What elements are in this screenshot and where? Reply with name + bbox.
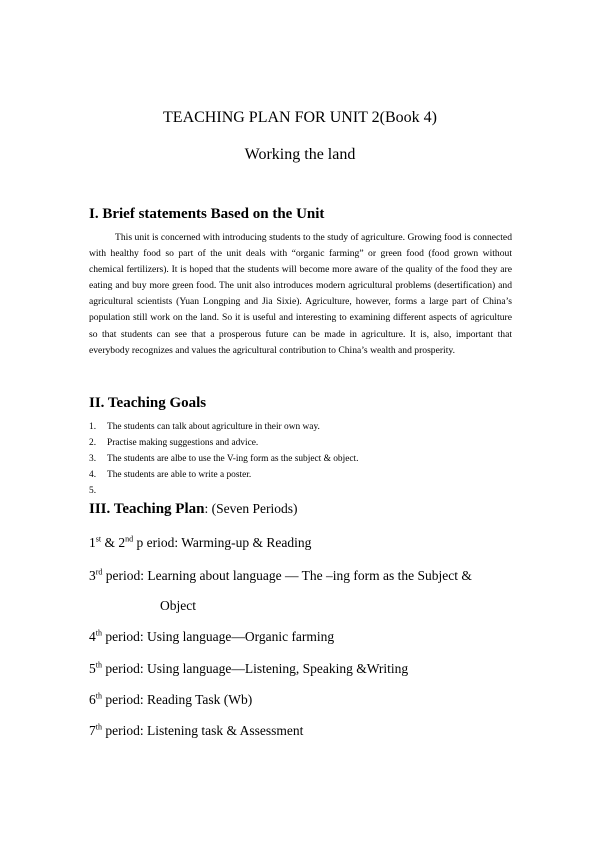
period-joiner: & 2 (101, 535, 126, 550)
period-ordinal-suffix: th (95, 628, 102, 638)
list-item-text: Practise making suggestions and advice. (107, 438, 259, 448)
document-title: TEACHING PLAN FOR UNIT 2(Book 4) (163, 109, 437, 126)
period-7 (89, 722, 303, 740)
period-6 (89, 691, 252, 709)
list-item-number: 5. (89, 486, 97, 496)
period-ordinal-suffix: th (95, 722, 102, 732)
period-ordinal-suffix: rd (95, 567, 103, 577)
list-item-number: 3. (89, 454, 97, 464)
period-text: p eriod: Warming-up & Reading (133, 535, 312, 550)
list-item (89, 419, 359, 435)
period-1 (89, 534, 311, 552)
teaching-plan-heading-text: III. Teaching Plan (89, 501, 205, 517)
list-item (89, 435, 359, 451)
section-heading-teaching-plan (89, 500, 297, 518)
list-item-text: The students can talk about agriculture in their own way. (107, 422, 320, 432)
list-item-number: 4. (89, 470, 97, 480)
period-text: period: Reading Task (Wb) (101, 692, 253, 707)
period-text: period: Listening task & Assessment (101, 723, 304, 738)
period-ordinal-suffix: th (95, 691, 102, 701)
period-number: 1 (89, 535, 96, 550)
section-heading-brief-statements: I. Brief statements Based on the Unit (89, 206, 325, 222)
period-ordinal-suffix-2: nd (125, 534, 134, 544)
brief-statement-paragraph: This unit is concerned with introducing students to the study of agriculture. Growing food is connected with healthy food so part of the unit deals with “organic farming” or green food (food grown without chemical fertilizers). It is hoped that the students will become more aware of the quality of the food they are eating and buy more green food. The unit also introduces modern agricultural problems (desertification) and agricultural scientists (Yuan Longping and Jia Sixie). Agriculture, however, forms a large part of China’s population still work on the land. So it is useful and interesting to examining different aspects of agriculture so that students can see that a prosperous future can be made in agriculture. It is, also, important that everybody recognizes and values the agricultural contribution to China’s wealth and prosperity. (89, 232, 512, 356)
period-number: 5 (89, 661, 96, 676)
document-subtitle: Working the land (244, 146, 356, 163)
list-item-number: 1. (89, 422, 97, 432)
section-heading-teaching-goals: II. Teaching Goals (89, 395, 207, 411)
list-item-number: 2. (89, 438, 97, 448)
period-text: period: Using language—Listening, Speaking &Writing (101, 661, 409, 676)
period-number: 4 (89, 629, 96, 644)
period-5 (89, 660, 408, 678)
period-number: 3 (89, 568, 96, 583)
list-item (89, 467, 359, 483)
period-text: period: Using language—Organic farming (101, 629, 335, 644)
list-item (89, 451, 359, 467)
period-number: 7 (89, 723, 96, 738)
period-ordinal-suffix: th (95, 660, 102, 670)
teaching-goals-list (89, 419, 359, 496)
list-item-text: The students are albe to use the V-ing form as the subject & object. (107, 454, 359, 464)
period-text: period: Learning about language — The –ing form as the Subject & (102, 568, 472, 583)
period-number: 6 (89, 692, 96, 707)
list-item-text: The students are able to write a poster. (107, 470, 252, 480)
period-3 (89, 567, 472, 585)
period-4 (89, 628, 334, 646)
period-3-continuation: Object (160, 598, 196, 613)
teaching-plan-heading-suffix: : (Seven Periods) (204, 501, 298, 516)
period-ordinal-suffix: st (95, 534, 102, 544)
